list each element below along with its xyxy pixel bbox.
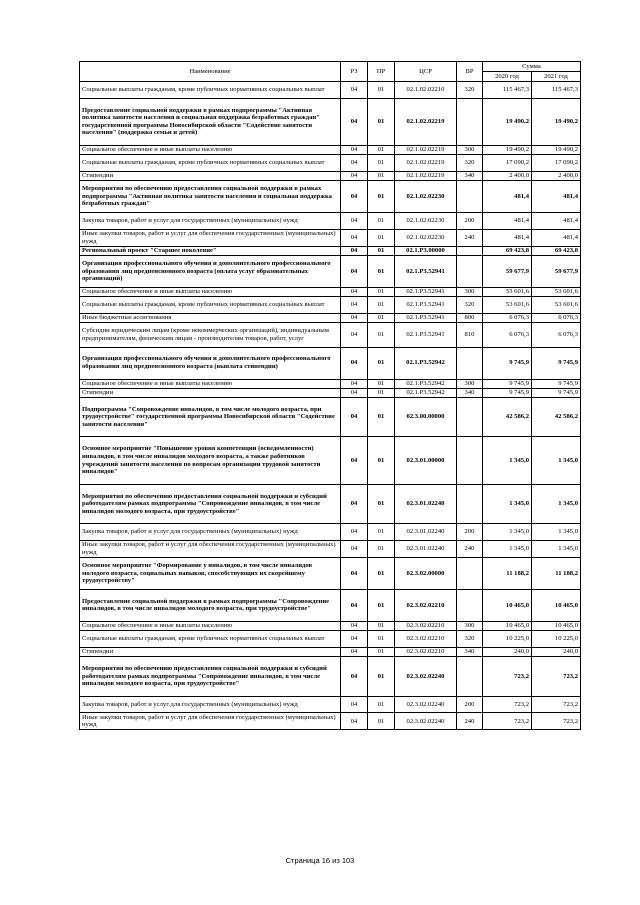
row-rz: 04 — [341, 171, 368, 180]
row-vr: 800 — [457, 313, 483, 322]
row-csr: 02.1.P3.52941 — [395, 297, 457, 314]
row-rz: 04 — [341, 713, 368, 730]
row-sum-2020: 481,4 — [483, 229, 532, 246]
row-csr: 02.1.P3.52941 — [395, 255, 457, 287]
row-csr: 02.3.01.00000 — [395, 437, 457, 484]
table-row — [80, 82, 581, 99]
row-sum-2020: 9 745,9 — [483, 388, 532, 397]
header-csr: ЦСР — [395, 62, 457, 82]
row-pr: 01 — [368, 181, 395, 213]
row-pr: 01 — [368, 437, 395, 484]
page-number: Страница 16 из 103 — [285, 856, 355, 865]
row-vr: 810 — [457, 323, 483, 347]
row-sum-2021: 69 423,8 — [532, 246, 581, 255]
row-name: Социальное обеспечение и иные выплаты населению — [80, 287, 341, 296]
row-sum-2021: 6 076,3 — [532, 323, 581, 347]
row-csr: 02.3.01.02240 — [395, 541, 457, 558]
row-csr: 02.1.P3.52942 — [395, 379, 457, 388]
row-name: Предоставление социальной поддержки в рамках подпрограммы "Сопровождение инвалидов, в том числе инвалидов молодого возраста, при трудоустройстве" — [80, 589, 341, 621]
row-vr: 240 — [457, 541, 483, 558]
row-csr: 02.1.02.02219 — [395, 155, 457, 172]
row-sum-2021: 53 601,6 — [532, 297, 581, 314]
row-sum-2020: 1 345,0 — [483, 524, 532, 541]
row-rz: 04 — [341, 657, 368, 697]
row-vr — [457, 98, 483, 145]
row-vr: 340 — [457, 388, 483, 397]
row-sum-2021: 1 345,0 — [532, 524, 581, 541]
row-sum-2020: 17 090,2 — [483, 155, 532, 172]
row-pr: 01 — [368, 297, 395, 314]
row-csr: 02.3.02.02240 — [395, 657, 457, 697]
row-sum-2020: 1 345,0 — [483, 541, 532, 558]
table-row — [80, 696, 581, 713]
row-rz: 04 — [341, 213, 368, 230]
row-csr: 02.3.02.02210 — [395, 589, 457, 621]
row-rz: 04 — [341, 181, 368, 213]
row-pr: 01 — [368, 647, 395, 656]
row-sum-2020: 481,4 — [483, 181, 532, 213]
row-pr: 01 — [368, 379, 395, 388]
row-rz: 04 — [341, 696, 368, 713]
table-row — [80, 647, 581, 656]
row-vr — [457, 557, 483, 589]
row-vr: 200 — [457, 524, 483, 541]
row-sum-2020: 9 745,9 — [483, 347, 532, 379]
row-pr: 01 — [368, 589, 395, 621]
table-row — [80, 541, 581, 558]
table-row — [80, 246, 581, 255]
row-csr: 02.1.02.02219 — [395, 145, 457, 154]
table-row — [80, 213, 581, 230]
row-csr: 02.1.02.02230 — [395, 229, 457, 246]
row-sum-2020: 240,0 — [483, 647, 532, 656]
row-sum-2020: 1 345,0 — [483, 437, 532, 484]
row-vr: 320 — [457, 297, 483, 314]
row-rz: 04 — [341, 82, 368, 99]
row-pr: 01 — [368, 213, 395, 230]
row-pr: 01 — [368, 313, 395, 322]
row-sum-2021: 10 465,0 — [532, 621, 581, 630]
row-rz: 04 — [341, 347, 368, 379]
table-row — [80, 397, 581, 437]
row-sum-2021: 42 586,2 — [532, 397, 581, 437]
row-sum-2020: 69 423,8 — [483, 246, 532, 255]
header-name: Наименование — [80, 62, 341, 82]
row-csr: 02.1.P3.52942 — [395, 388, 457, 397]
row-csr: 02.1.P3.00000 — [395, 246, 457, 255]
row-rz: 04 — [341, 145, 368, 154]
row-name: Социальные выплаты гражданам, кроме публичных нормативных социальных выплат — [80, 297, 341, 314]
row-csr: 02.1.P3.52941 — [395, 323, 457, 347]
row-sum-2021: 6 076,3 — [532, 313, 581, 322]
row-name: Предоставление социальной поддержки в рамках подпрограммы "Активная политика занятости населения и социальная поддержка безработных граждан" государственной программы Новосибирской области "Содействие занятости населения" (поддержка семьи и детей) — [80, 98, 341, 145]
row-rz: 04 — [341, 484, 368, 524]
row-pr: 01 — [368, 557, 395, 589]
row-csr: 02.1.P3.52941 — [395, 287, 457, 296]
row-name: Мероприятия по обеспечению предоставления социальной поддержки в рамках подпрограммы "Активная политика занятости населения и социальная поддержка безработных граждан" — [80, 181, 341, 213]
row-pr: 01 — [368, 82, 395, 99]
row-pr: 01 — [368, 255, 395, 287]
row-rz: 04 — [341, 388, 368, 397]
row-name: Подпрограмма "Сопровождение инвалидов, в том числе молодого возраста, при трудоустройстве" государственной программы Новосибирской области "Содействие занятости населения" — [80, 397, 341, 437]
header-rz: РЗ — [341, 62, 368, 82]
row-pr: 01 — [368, 621, 395, 630]
row-sum-2020: 10 465,0 — [483, 589, 532, 621]
row-pr: 01 — [368, 524, 395, 541]
row-name: Стипендии — [80, 171, 341, 180]
row-name: Региональный проект "Старшее поколение" — [80, 246, 341, 255]
row-sum-2020: 9 745,9 — [483, 379, 532, 388]
row-rz: 04 — [341, 98, 368, 145]
row-rz: 04 — [341, 297, 368, 314]
row-rz: 04 — [341, 323, 368, 347]
row-rz: 04 — [341, 524, 368, 541]
header-year-2020: 2020 год — [483, 72, 532, 82]
table-row — [80, 145, 581, 154]
row-name: Иные закупки товаров, работ и услуг для обеспечения государственных (муниципальных) нужд — [80, 229, 341, 246]
table-row — [80, 229, 581, 246]
table-row — [80, 287, 581, 296]
row-pr: 01 — [368, 323, 395, 347]
row-sum-2020: 42 586,2 — [483, 397, 532, 437]
row-sum-2021: 723,2 — [532, 657, 581, 697]
row-sum-2021: 9 745,9 — [532, 379, 581, 388]
row-vr — [457, 246, 483, 255]
row-sum-2020: 53 601,6 — [483, 287, 532, 296]
row-rz: 04 — [341, 557, 368, 589]
row-sum-2020: 53 601,6 — [483, 297, 532, 314]
table-row — [80, 713, 581, 730]
row-rz: 04 — [341, 287, 368, 296]
table-row — [80, 589, 581, 621]
row-sum-2021: 9 745,9 — [532, 347, 581, 379]
row-vr — [457, 397, 483, 437]
row-vr — [457, 657, 483, 697]
row-csr: 02.1.02.02230 — [395, 213, 457, 230]
row-pr: 01 — [368, 171, 395, 180]
row-csr: 02.3.00.00000 — [395, 397, 457, 437]
row-csr: 02.3.02.02240 — [395, 713, 457, 730]
row-sum-2020: 723,2 — [483, 696, 532, 713]
row-name: Субсидии юридическим лицам (кроме некоммерческих организаций), индивидуальным предпринимателям, физическим лицам - производителям товаров, работ, услуг — [80, 323, 341, 347]
table-row — [80, 297, 581, 314]
row-vr: 320 — [457, 155, 483, 172]
row-name: Стипендии — [80, 647, 341, 656]
row-vr: 340 — [457, 171, 483, 180]
table-row — [80, 313, 581, 322]
row-sum-2020: 19 490,2 — [483, 145, 532, 154]
row-pr: 01 — [368, 145, 395, 154]
row-pr: 01 — [368, 484, 395, 524]
row-rz: 04 — [341, 246, 368, 255]
row-sum-2021: 19 490,2 — [532, 145, 581, 154]
table-row — [80, 484, 581, 524]
row-rz: 04 — [341, 589, 368, 621]
row-vr: 240 — [457, 229, 483, 246]
row-vr: 300 — [457, 621, 483, 630]
header-pr: ПР — [368, 62, 395, 82]
row-pr: 01 — [368, 713, 395, 730]
row-csr: 02.3.02.02210 — [395, 631, 457, 648]
row-sum-2021: 10 465,0 — [532, 589, 581, 621]
header-sum: Сумма — [483, 62, 581, 72]
row-sum-2020: 723,2 — [483, 713, 532, 730]
row-sum-2020: 1 345,0 — [483, 484, 532, 524]
row-name: Организация профессионального обучения и дополнительного профессионального образования лиц предпенсионного возраста (оплата услуг образовательных организаций) — [80, 255, 341, 287]
row-vr: 200 — [457, 696, 483, 713]
row-csr: 02.1.02.02210 — [395, 82, 457, 99]
row-sum-2020: 59 677,9 — [483, 255, 532, 287]
row-vr: 300 — [457, 145, 483, 154]
row-pr: 01 — [368, 246, 395, 255]
row-vr — [457, 484, 483, 524]
row-csr: 02.1.02.02219 — [395, 98, 457, 145]
row-name: Социальное обеспечение и иные выплаты населению — [80, 145, 341, 154]
table-row — [80, 524, 581, 541]
row-sum-2021: 481,4 — [532, 213, 581, 230]
row-sum-2021: 1 345,0 — [532, 541, 581, 558]
row-sum-2021: 10 225,0 — [532, 631, 581, 648]
row-sum-2020: 19 490,2 — [483, 98, 532, 145]
row-sum-2021: 1 345,0 — [532, 484, 581, 524]
table-row — [80, 631, 581, 648]
row-sum-2021: 1 345,0 — [532, 437, 581, 484]
row-rz: 04 — [341, 379, 368, 388]
row-sum-2020: 6 076,3 — [483, 313, 532, 322]
row-vr: 200 — [457, 213, 483, 230]
row-vr: 300 — [457, 379, 483, 388]
row-csr: 02.1.P3.52942 — [395, 347, 457, 379]
row-vr — [457, 347, 483, 379]
row-vr: 320 — [457, 82, 483, 99]
row-sum-2020: 11 188,2 — [483, 557, 532, 589]
row-vr — [457, 255, 483, 287]
row-pr: 01 — [368, 155, 395, 172]
row-csr: 02.1.02.02219 — [395, 171, 457, 180]
row-rz: 04 — [341, 437, 368, 484]
row-csr: 02.3.02.02210 — [395, 621, 457, 630]
row-csr: 02.3.02.00000 — [395, 557, 457, 589]
table-row — [80, 621, 581, 630]
table-row — [80, 181, 581, 213]
row-name: Закупка товаров, работ и услуг для государственных (муниципальных) нужд — [80, 213, 341, 230]
row-pr: 01 — [368, 397, 395, 437]
row-pr: 01 — [368, 657, 395, 697]
budget-table — [79, 61, 581, 730]
row-sum-2021: 115 467,3 — [532, 82, 581, 99]
row-rz: 04 — [341, 621, 368, 630]
row-rz: 04 — [341, 229, 368, 246]
row-pr: 01 — [368, 631, 395, 648]
row-rz: 04 — [341, 397, 368, 437]
row-vr — [457, 181, 483, 213]
row-name: Закупка товаров, работ и услуг для государственных (муниципальных) нужд — [80, 696, 341, 713]
row-sum-2020: 481,4 — [483, 213, 532, 230]
row-name: Иные бюджетные ассигнования — [80, 313, 341, 322]
row-csr: 02.3.02.02240 — [395, 696, 457, 713]
row-pr: 01 — [368, 287, 395, 296]
table-row — [80, 255, 581, 287]
row-name: Социальное обеспечение и иные выплаты населению — [80, 621, 341, 630]
row-name: Основное мероприятие "Повышение уровня компетенции (осведомленности) инвалидов, в том числе инвалидов молодого возраста, а также работников учреждений занятости населения по вопросам организации трудовой занятости инвалидов" — [80, 437, 341, 484]
table-row — [80, 347, 581, 379]
row-pr: 01 — [368, 229, 395, 246]
row-name: Социальное обеспечение и иные выплаты населению — [80, 379, 341, 388]
row-csr: 02.3.01.02240 — [395, 484, 457, 524]
row-csr: 02.1.P3.52941 — [395, 313, 457, 322]
row-sum-2020: 10 225,0 — [483, 631, 532, 648]
row-pr: 01 — [368, 388, 395, 397]
row-name: Социальные выплаты гражданам, кроме публичных нормативных социальных выплат — [80, 155, 341, 172]
row-name: Мероприятия по обеспечению предоставления социальной поддержки и субсидий работодателям рамках подпрограммы "Сопровождение инвалидов, в том числе инвалидов молодого возраста, при трудоустройстве" — [80, 657, 341, 697]
row-rz: 04 — [341, 155, 368, 172]
row-sum-2021: 723,2 — [532, 713, 581, 730]
row-sum-2021: 53 601,6 — [532, 287, 581, 296]
table-row — [80, 155, 581, 172]
table-row — [80, 437, 581, 484]
row-rz: 04 — [341, 313, 368, 322]
row-sum-2021: 481,4 — [532, 229, 581, 246]
row-name: Закупка товаров, работ и услуг для государственных (муниципальных) нужд — [80, 524, 341, 541]
row-pr: 01 — [368, 98, 395, 145]
table-row — [80, 171, 581, 180]
row-sum-2020: 723,2 — [483, 657, 532, 697]
row-sum-2021: 2 400,0 — [532, 171, 581, 180]
row-sum-2020: 115 467,3 — [483, 82, 532, 99]
table-row — [80, 323, 581, 347]
row-sum-2020: 2 400,0 — [483, 171, 532, 180]
row-sum-2021: 723,2 — [532, 696, 581, 713]
row-name: Иные закупки товаров, работ и услуг для обеспечения государственных (муниципальных) нужд — [80, 541, 341, 558]
row-rz: 04 — [341, 541, 368, 558]
row-sum-2020: 6 076,3 — [483, 323, 532, 347]
row-name: Социальные выплаты гражданам, кроме публичных нормативных социальных выплат — [80, 82, 341, 99]
row-sum-2021: 17 090,2 — [532, 155, 581, 172]
header-vr: ВР — [457, 62, 483, 82]
row-vr — [457, 589, 483, 621]
row-name: Социальные выплаты гражданам, кроме публичных нормативных социальных выплат — [80, 631, 341, 648]
row-name: Организация профессионального обучения и дополнительного профессионального образования лиц предпенсионного возраста (выплата стипендии) — [80, 347, 341, 379]
row-name: Иные закупки товаров, работ и услуг для обеспечения государственных (муниципальных) нужд — [80, 713, 341, 730]
row-sum-2021: 9 745,9 — [532, 388, 581, 397]
table-row — [80, 388, 581, 397]
row-rz: 04 — [341, 631, 368, 648]
row-csr: 02.3.01.02240 — [395, 524, 457, 541]
row-vr: 340 — [457, 647, 483, 656]
row-csr: 02.3.02.02210 — [395, 647, 457, 656]
row-rz: 04 — [341, 647, 368, 656]
row-name: Мероприятия по обеспечению предоставления социальной поддержки и субсидий работодателям рамках подпрограммы "Сопровождение инвалидов, в том числе инвалидов молодого возраста, при трудоустройстве" — [80, 484, 341, 524]
row-rz: 04 — [341, 255, 368, 287]
row-sum-2021: 11 188,2 — [532, 557, 581, 589]
row-sum-2021: 19 490,2 — [532, 98, 581, 145]
row-csr: 02.1.02.02230 — [395, 181, 457, 213]
row-name: Стипендии — [80, 388, 341, 397]
row-sum-2021: 240,0 — [532, 647, 581, 656]
row-vr: 300 — [457, 287, 483, 296]
row-sum-2021: 59 677,9 — [532, 255, 581, 287]
header-year-2021: 2021 год — [532, 72, 581, 82]
row-vr — [457, 437, 483, 484]
row-sum-2021: 481,4 — [532, 181, 581, 213]
table-body — [80, 82, 581, 730]
table-row — [80, 98, 581, 145]
table-row — [80, 557, 581, 589]
row-name: Основное мероприятие "Формирование у инвалидов, в том числе инвалидов молодого возраста, социальных навыков, способствующих их скорейшему трудоустройству" — [80, 557, 341, 589]
row-pr: 01 — [368, 541, 395, 558]
table-row — [80, 379, 581, 388]
row-pr: 01 — [368, 347, 395, 379]
row-pr: 01 — [368, 696, 395, 713]
row-sum-2020: 10 465,0 — [483, 621, 532, 630]
row-vr: 240 — [457, 713, 483, 730]
row-vr: 320 — [457, 631, 483, 648]
table-row — [80, 657, 581, 697]
